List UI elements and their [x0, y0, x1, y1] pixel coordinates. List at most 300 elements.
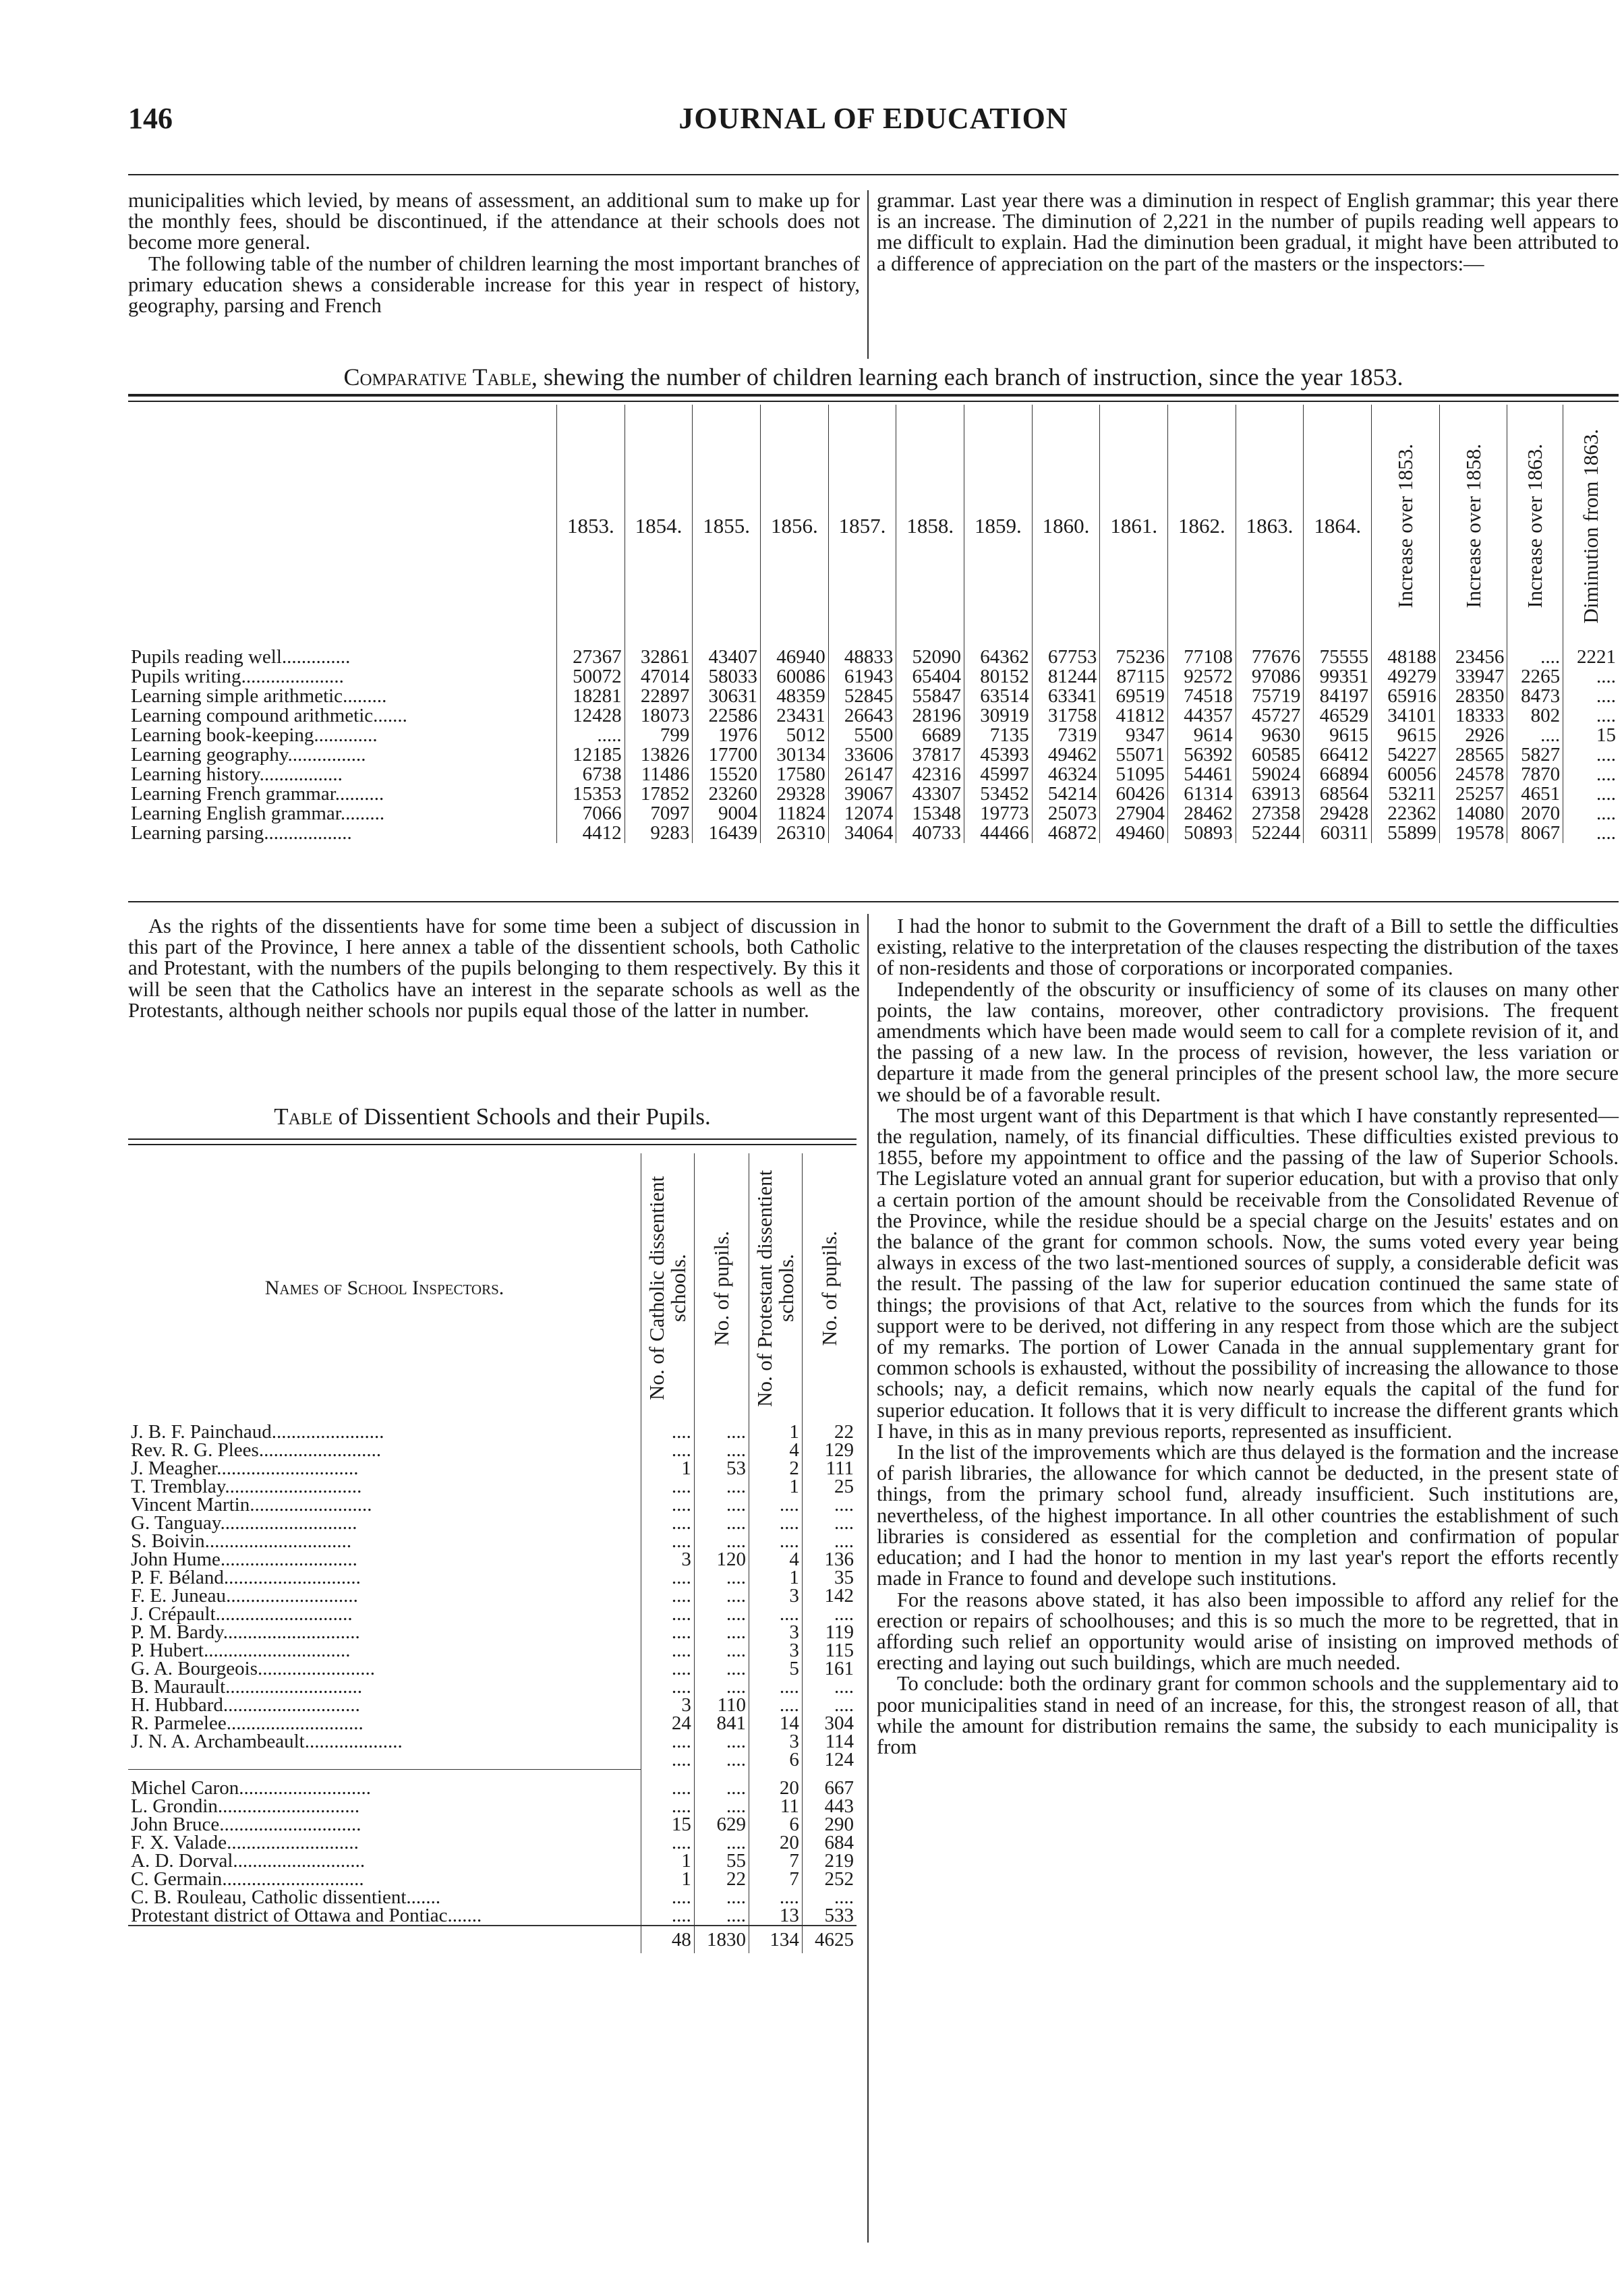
comparative-cell: 28196 — [896, 706, 964, 726]
comparative-cell: 26147 — [828, 765, 896, 784]
right-column-text — [877, 916, 1619, 1758]
comparative-cell: 43407 — [693, 647, 761, 667]
dissentient-cell: .... — [802, 1496, 857, 1514]
inspector-name — [128, 1623, 641, 1642]
comparative-cell: 75236 — [1100, 647, 1168, 667]
row-leader-dots: .................. — [264, 822, 352, 844]
row-name: Pupils writing — [131, 666, 241, 687]
comparative-cell: 47014 — [625, 667, 693, 687]
comparative-cell: 19578 — [1439, 824, 1507, 843]
inspector-name — [128, 1496, 641, 1514]
row-leader-dots: ................ — [287, 744, 366, 766]
comparative-cell: 6738 — [557, 765, 625, 784]
comparative-cell: 63341 — [1032, 687, 1100, 706]
comparative-cell: 44357 — [1168, 706, 1236, 726]
comparative-cell: 53452 — [964, 784, 1033, 804]
comparative-row-label — [128, 745, 557, 765]
row-leader-dots: ........................... — [233, 1849, 366, 1872]
comparative-cell: .... — [1563, 784, 1619, 804]
dissentient-totals-row — [128, 1926, 857, 1953]
comparative-cell: 48188 — [1372, 647, 1440, 667]
comparative-cell: 17700 — [693, 745, 761, 765]
comparative-cell: 40733 — [896, 824, 964, 843]
dissentient-cell: 1 — [641, 1870, 695, 1888]
comparative-header-cell — [1372, 405, 1440, 647]
comparative-cell: 77676 — [1236, 647, 1304, 667]
dissentient-cell: .... — [802, 1678, 857, 1696]
comparative-cell: 30631 — [693, 687, 761, 706]
comparative-cell: .... — [1563, 824, 1619, 843]
comparative-row-label — [128, 765, 557, 784]
dissentient-cell: 841 — [694, 1714, 749, 1733]
dissentient-cell: 3 — [749, 1623, 803, 1642]
paragraph: To conclude: both the ordinary grant for common schools and the supplementary aid to poor municipalities stand in need of an increase, for this, the strongest reason of all, that while the amount for distribution remains the same, the subsidy to each municipality is from — [877, 1672, 1619, 1758]
dissentient-cell: .... — [641, 1751, 695, 1769]
dissentient-table-row — [128, 1532, 857, 1551]
comparative-header-cell: 1859. — [964, 405, 1033, 647]
dissentient-cell: 4 — [749, 1551, 803, 1569]
comparative-cell: 60086 — [761, 667, 829, 687]
table-rule-bottom — [128, 901, 1619, 902]
inspector-name-text: C. B. Rouleau, Catholic dissentient — [131, 1886, 407, 1908]
dissentient-cell: .... — [641, 1605, 695, 1623]
comparative-cell: 1976 — [693, 726, 761, 745]
dissentient-cell: .... — [802, 1888, 857, 1907]
dissentient-cell: .... — [694, 1678, 749, 1696]
column-divider-lower — [867, 914, 869, 2243]
paragraph: For the reasons above stated, it has also been impossible to afford any relief for the erection or repairs of schoolhouses; and this is so much the more to be regretted, that in affording such relief an opportunity would arise of insisting on improved methods of erecting and laying out such buildings, which are much needed. — [877, 1588, 1619, 1675]
dissentient-table-row — [128, 1496, 857, 1514]
dissentient-cell: .... — [641, 1678, 695, 1696]
comparative-table-row — [128, 745, 1619, 765]
row-leader-dots: .............. — [281, 646, 351, 668]
comparative-cell: 2221 — [1563, 647, 1619, 667]
top-left-text — [128, 190, 860, 316]
comparative-cell: 9004 — [693, 804, 761, 824]
dissentient-cell: .... — [749, 1496, 803, 1514]
column-divider — [867, 190, 869, 359]
comparative-table-row — [128, 647, 1619, 667]
comparative-cell: 55071 — [1100, 745, 1168, 765]
dissentient-table-row — [128, 1605, 857, 1623]
dissentient-cell: .... — [694, 1623, 749, 1642]
comparative-cell: 46324 — [1032, 765, 1100, 784]
page-header — [128, 101, 1619, 142]
comparative-row-label — [128, 667, 557, 687]
comparative-row-label — [128, 804, 557, 824]
comparative-cell: 46940 — [761, 647, 829, 667]
inspector-name-text: H. Hubbard — [131, 1694, 223, 1716]
comparative-cell: 67753 — [1032, 647, 1100, 667]
dissentient-cell: 20 — [749, 1834, 803, 1852]
comparative-row-label — [128, 647, 557, 667]
dissentient-cell: 22 — [694, 1870, 749, 1888]
row-name: Learning English grammar — [131, 803, 341, 824]
dissentient-table-row — [128, 1678, 857, 1696]
comparative-cell: 97086 — [1236, 667, 1304, 687]
row-name: Learning parsing — [131, 822, 264, 844]
mid-left-text — [128, 916, 860, 1021]
comparative-cell: 18333 — [1439, 706, 1507, 726]
dissentient-cell: .... — [694, 1514, 749, 1532]
total-cell: 4625 — [802, 1926, 857, 1953]
dissentient-cell: 1 — [749, 1423, 803, 1441]
inspector-name-text: P. F. Béland — [131, 1567, 224, 1588]
dissentient-cell: 1 — [641, 1852, 695, 1870]
comparative-cell: 45727 — [1236, 706, 1304, 726]
comparative-cell: 66412 — [1304, 745, 1372, 765]
dissentient-cell: 20 — [749, 1779, 803, 1797]
comparative-cell: 16439 — [693, 824, 761, 843]
top-right-text — [877, 190, 1619, 275]
dissentient-header-label: No. of Catholic dissentient schools. — [644, 1176, 690, 1401]
total-cell: 48 — [641, 1926, 695, 1953]
comparative-cell: 50072 — [557, 667, 625, 687]
comparative-cell: 60311 — [1304, 824, 1372, 843]
dissentient-cell: 111 — [802, 1460, 857, 1478]
row-leader-dots: ....... — [373, 705, 407, 726]
dissentient-cell: 35 — [802, 1569, 857, 1587]
dissentient-cell: 1 — [749, 1569, 803, 1587]
dissentient-cell: 15 — [641, 1816, 695, 1834]
paragraph: Independently of the obscurity or insufficiency of some of its clauses on many other points, the law contains, moreover, other contradictory provisions. The frequent amendments which have been made would seem to call for a complete revision of it, and the passing of a new law. In the process of revision, however, the less variation or departure it made from the general principles of the present school law, the more secure we should be of a favorable result. — [877, 977, 1619, 1106]
dissentient-table-row — [128, 1907, 857, 1926]
comparative-cell: 68564 — [1304, 784, 1372, 804]
row-name: Learning French grammar — [131, 783, 335, 805]
dissentient-table-caption — [128, 1103, 857, 1130]
comparative-cell: 63913 — [1236, 784, 1304, 804]
comparative-cell: 9614 — [1168, 726, 1236, 745]
comparative-header-cell: 1855. — [693, 405, 761, 647]
inspector-name — [128, 1849, 641, 1872]
dissentient-table-row — [128, 1797, 857, 1816]
row-leader-dots: ............................ — [223, 1567, 361, 1588]
comparative-cell: 15353 — [557, 784, 625, 804]
inspector-name — [128, 1514, 641, 1532]
dissentient-cell: 3 — [749, 1587, 803, 1605]
comparative-cell: 8473 — [1507, 687, 1563, 706]
inspector-name-text: B. Maurault — [131, 1676, 226, 1698]
inspector-name-text: Protestant district of Ottawa and Pontiac — [131, 1904, 448, 1926]
dissentient-cell: 7 — [749, 1870, 803, 1888]
comparative-cell: 41812 — [1100, 706, 1168, 726]
comparative-cell: 63514 — [964, 687, 1033, 706]
dissentient-cell: 3 — [749, 1642, 803, 1660]
dissentient-cell: .... — [694, 1660, 749, 1678]
comparative-cell: 9283 — [625, 824, 693, 843]
row-leader-dots: ............................. — [217, 1795, 360, 1817]
inspector-name — [128, 1678, 641, 1696]
caption-lead: Comparative Table, — [343, 364, 538, 391]
inspector-name-text: S. Boivin — [131, 1530, 205, 1552]
inspector-name — [128, 1457, 641, 1479]
dissentient-cell: .... — [641, 1587, 695, 1605]
dissentient-table-row — [128, 1569, 857, 1587]
row-name: Learning simple arithmetic — [131, 685, 343, 707]
comparative-cell: 61943 — [828, 667, 896, 687]
dissentient-cell: .... — [802, 1532, 857, 1551]
comparative-cell: 33606 — [828, 745, 896, 765]
inspector-names-header: Names of School Inspectors. — [264, 1277, 504, 1299]
dissentient-cell: .... — [694, 1478, 749, 1496]
comparative-cell: 55847 — [896, 687, 964, 706]
row-leader-dots: ........................... — [227, 1831, 359, 1853]
comparative-cell: .... — [1563, 687, 1619, 706]
dissentient-cell: .... — [749, 1514, 803, 1532]
comparative-cell: 45997 — [964, 765, 1033, 784]
comparative-cell: 28350 — [1439, 687, 1507, 706]
dissentient-cell: .... — [802, 1605, 857, 1623]
table-rule-top-thin — [128, 1144, 857, 1145]
dissentient-cell: .... — [641, 1660, 695, 1678]
comparative-cell: 18073 — [625, 706, 693, 726]
comparative-cell: 12074 — [828, 804, 896, 824]
inspector-name — [128, 1642, 641, 1660]
inspector-name-text: T. Tremblay — [131, 1476, 225, 1497]
dissentient-cell: 14 — [749, 1714, 803, 1733]
comparative-header-cell: 1853. — [557, 405, 625, 647]
comparative-header-cell: 1854. — [625, 405, 693, 647]
dissentient-cell: .... — [641, 1797, 695, 1816]
dissentient-table-row — [128, 1460, 857, 1478]
comparative-cell: 92572 — [1168, 667, 1236, 687]
dissentient-cell: .... — [641, 1532, 695, 1551]
dissentient-cell: 6 — [749, 1816, 803, 1834]
row-leader-dots: ......... — [340, 803, 385, 824]
paragraph: In the list of the improvements which are thus delayed is the formation and the increase of parish libraries, the allowance for which cannot be deducted, in the present state of things, from the primary school fund, already insufficient. Such institutions are, nevertheless, of the highest importance. In all other countries the establishment of such libraries is considered as essential for the completion and confirmation of popular education; and I had the honor to mention in my last year's report the efforts recently made in France to found and develope such institutions. — [877, 1441, 1619, 1590]
total-cell: 1830 — [694, 1926, 749, 1953]
dissentient-table-row — [128, 1834, 857, 1852]
comparative-cell: 28462 — [1168, 804, 1236, 824]
comparative-cell: 69519 — [1100, 687, 1168, 706]
comparative-cell: 27904 — [1100, 804, 1168, 824]
caption-rest: of Dissentient Schools and their Pupils. — [332, 1103, 711, 1130]
row-leader-dots: ............................ — [225, 1676, 363, 1698]
comparative-header-label: Diminution from 1863. — [1579, 428, 1603, 624]
dissentient-table-row — [128, 1514, 857, 1532]
comparative-cell: 60426 — [1100, 784, 1168, 804]
dissentient-cell: 1 — [749, 1478, 803, 1496]
table-rule-top — [128, 394, 1619, 397]
row-name: Learning compound arithmetic — [131, 705, 374, 726]
table-rule-top — [128, 1138, 857, 1140]
comparative-cell: 25073 — [1032, 804, 1100, 824]
dissentient-header-cell — [749, 1153, 803, 1423]
dissentient-cell: 7 — [749, 1852, 803, 1870]
inspector-name-text: C. Germain — [131, 1868, 223, 1890]
dissentient-cell: .... — [749, 1678, 803, 1696]
comparative-table-header — [128, 405, 1619, 647]
comparative-table-row — [128, 706, 1619, 726]
dissentient-cell: .... — [749, 1696, 803, 1714]
inspector-name-text: L. Grondin — [131, 1795, 218, 1817]
dissentient-cell: 115 — [802, 1642, 857, 1660]
dissentient-header-label: No. of pupils. — [817, 1230, 841, 1346]
dissentient-cell: .... — [641, 1834, 695, 1852]
dissentient-cell: .... — [694, 1751, 749, 1769]
inspector-name — [128, 1904, 641, 1926]
comparative-cell: 5012 — [761, 726, 829, 745]
dissentient-cell: 120 — [694, 1551, 749, 1569]
comparative-cell: 7066 — [557, 804, 625, 824]
inspector-name-text: J. Meagher — [131, 1457, 217, 1479]
comparative-cell: 23260 — [693, 784, 761, 804]
inspector-name-text: John Bruce — [131, 1813, 220, 1835]
comparative-cell: 9615 — [1304, 726, 1372, 745]
dissentient-cell: .... — [802, 1514, 857, 1532]
comparative-cell: 4651 — [1507, 784, 1563, 804]
dissentient-cell: 2 — [749, 1460, 803, 1478]
comparative-cell: 7135 — [964, 726, 1033, 745]
dissentient-cell: .... — [641, 1642, 695, 1660]
comparative-cell: 9347 — [1100, 726, 1168, 745]
comparative-cell: ..... — [557, 726, 625, 745]
comparative-header-cell: 1862. — [1168, 405, 1236, 647]
comparative-table-caption — [128, 363, 1619, 391]
dissentient-table-header — [128, 1153, 857, 1423]
comparative-cell: 799 — [625, 726, 693, 745]
comparative-cell: 66894 — [1304, 765, 1372, 784]
comparative-cell: 6689 — [896, 726, 964, 745]
dissentient-cell: .... — [694, 1733, 749, 1751]
inspector-name-text: P. M. Bardy — [131, 1621, 223, 1643]
dissentient-table-row — [128, 1888, 857, 1907]
row-name: Pupils reading well — [131, 646, 282, 668]
dissentient-cell: .... — [641, 1779, 695, 1797]
comparative-cell: 39067 — [828, 784, 896, 804]
comparative-table — [128, 405, 1619, 843]
comparative-cell: 27367 — [557, 647, 625, 667]
dissentient-cell: .... — [694, 1496, 749, 1514]
comparative-header-label: Increase over 1853. — [1393, 444, 1417, 608]
dissentient-cell: 129 — [802, 1441, 857, 1460]
paragraph: The most urgent want of this Department is that which I have constantly represented—the regulation, namely, of its financial difficulties. These difficulties existed previous to 1855, before my appointment to office and the passing of the law of Superior Schools. The Legislature voted an annual grant for superior education, but with a proviso that only a certain portion of the amount should be receivable from the Consolidated Revenue of the Province, while the residue should be a special charge on the Jesuits' estates and on the balance of the grant for common schools. Now, the sums voted every year being always in excess of the two last-mentioned sources of supply, a considerable deficit was the result. The passing of the law for superior education continued the same state of things; the provisions of that Act, relative to the sources from which the funds for its support were to be derived, not differing in any respect from those which are the subject of my remarks. The portion of Lower Canada in the annual supplementary grant for common schools is exhausted, without the possibility of increasing the allowance to those schools; nay, a deficit remains, which now nearly equals the capital of the fund for superior education. It follows that it is very difficult to increase the different grants which I have, in this as in many previous reports, represented as insufficient. — [877, 1103, 1619, 1443]
inspector-name — [128, 1441, 641, 1460]
comparative-cell: 27358 — [1236, 804, 1304, 824]
inspector-name — [128, 1478, 641, 1496]
row-leader-dots: ............................ — [220, 1512, 357, 1534]
comparative-cell: 34064 — [828, 824, 896, 843]
comparative-cell: 51095 — [1100, 765, 1168, 784]
header-rule — [128, 174, 1619, 175]
comparative-cell: 22362 — [1372, 804, 1440, 824]
comparative-cell: 59024 — [1236, 765, 1304, 784]
comparative-table-body — [128, 647, 1619, 843]
comparative-cell: 48359 — [761, 687, 829, 706]
inspector-name-text: F. X. Valade — [131, 1831, 227, 1853]
dissentient-cell: .... — [641, 1514, 695, 1532]
comparative-cell: 2926 — [1439, 726, 1507, 745]
comparative-cell: 8067 — [1507, 824, 1563, 843]
dissentient-cell: 24 — [641, 1714, 695, 1733]
total-cell: 134 — [749, 1926, 803, 1953]
dissentient-cell: .... — [641, 1733, 695, 1751]
dissentient-cell: .... — [694, 1779, 749, 1797]
caption-lead: Table — [274, 1103, 332, 1130]
comparative-cell: 19773 — [964, 804, 1033, 824]
comparative-header-cell — [1563, 405, 1619, 647]
comparative-cell: 14080 — [1439, 804, 1507, 824]
comparative-cell: 29328 — [761, 784, 829, 804]
dissentient-cell: .... — [641, 1888, 695, 1907]
row-leader-dots: ............................ — [215, 1603, 353, 1625]
inspector-name — [128, 1813, 641, 1835]
comparative-cell: 52090 — [896, 647, 964, 667]
comparative-cell: 18281 — [557, 687, 625, 706]
comparative-cell: 61314 — [1168, 784, 1236, 804]
row-leader-dots: ............. — [314, 724, 378, 746]
comparative-table-row — [128, 667, 1619, 687]
row-name: Learning geography — [131, 744, 288, 766]
row-name: Learning history — [131, 763, 260, 785]
comparative-cell: 56392 — [1168, 745, 1236, 765]
dissentient-cell: 533 — [802, 1907, 857, 1926]
dissentient-table-row — [128, 1623, 857, 1642]
comparative-cell: 65404 — [896, 667, 964, 687]
comparative-table-row — [128, 804, 1619, 824]
dissentient-table-row — [128, 1714, 857, 1733]
inspector-name — [128, 1660, 641, 1678]
dissentient-cell: .... — [749, 1888, 803, 1907]
dissentient-cell: .... — [641, 1478, 695, 1496]
comparative-cell: 75719 — [1236, 687, 1304, 706]
dissentient-cell: .... — [802, 1696, 857, 1714]
paragraph: municipalities which levied, by means of assessment, an additional sum to make up for the monthly fees, should be discontinued, if the attendance at their schools does not become more general. — [128, 189, 860, 254]
dissentient-table-row — [128, 1816, 857, 1834]
comparative-cell: 15520 — [693, 765, 761, 784]
comparative-cell: 49460 — [1100, 824, 1168, 843]
comparative-header-label: Increase over 1858. — [1461, 444, 1485, 608]
comparative-cell: 64362 — [964, 647, 1033, 667]
comparative-cell: 54227 — [1372, 745, 1440, 765]
inspector-name — [128, 1569, 641, 1587]
comparative-cell: 49279 — [1372, 667, 1440, 687]
dissentient-cell: 114 — [802, 1733, 857, 1751]
comparative-cell: 7870 — [1507, 765, 1563, 784]
dissentient-cell: .... — [694, 1441, 749, 1460]
row-leader-dots: ....... — [447, 1904, 482, 1926]
row-leader-dots: ............................ — [226, 1712, 364, 1734]
dissentient-cell: 110 — [694, 1696, 749, 1714]
comparative-cell: 53211 — [1372, 784, 1440, 804]
comparative-cell: 44466 — [964, 824, 1033, 843]
comparative-cell: 7097 — [625, 804, 693, 824]
dissentient-cell: 142 — [802, 1587, 857, 1605]
dissentient-cell: .... — [694, 1587, 749, 1605]
comparative-cell: 99351 — [1304, 667, 1372, 687]
comparative-header-cell: 1856. — [761, 405, 829, 647]
comparative-cell: 7319 — [1032, 726, 1100, 745]
comparative-cell: 15 — [1563, 726, 1619, 745]
inspector-name — [128, 1423, 641, 1441]
dissentient-table-row — [128, 1551, 857, 1569]
comparative-cell: .... — [1507, 647, 1563, 667]
comparative-cell: 32861 — [625, 647, 693, 667]
comparative-cell: 5500 — [828, 726, 896, 745]
comparative-cell: 84197 — [1304, 687, 1372, 706]
dissentient-cell: 3 — [749, 1733, 803, 1751]
inspector-name — [128, 1696, 641, 1714]
dissentient-cell: 1 — [641, 1460, 695, 1478]
dissentient-cell: .... — [694, 1834, 749, 1852]
comparative-cell: 31758 — [1032, 706, 1100, 726]
comparative-cell: 52845 — [828, 687, 896, 706]
dissentient-cell: 684 — [802, 1834, 857, 1852]
dissentient-table-row — [128, 1478, 857, 1496]
dissentient-table-row — [128, 1870, 857, 1888]
comparative-cell: 49462 — [1032, 745, 1100, 765]
comparative-table-row — [128, 784, 1619, 804]
